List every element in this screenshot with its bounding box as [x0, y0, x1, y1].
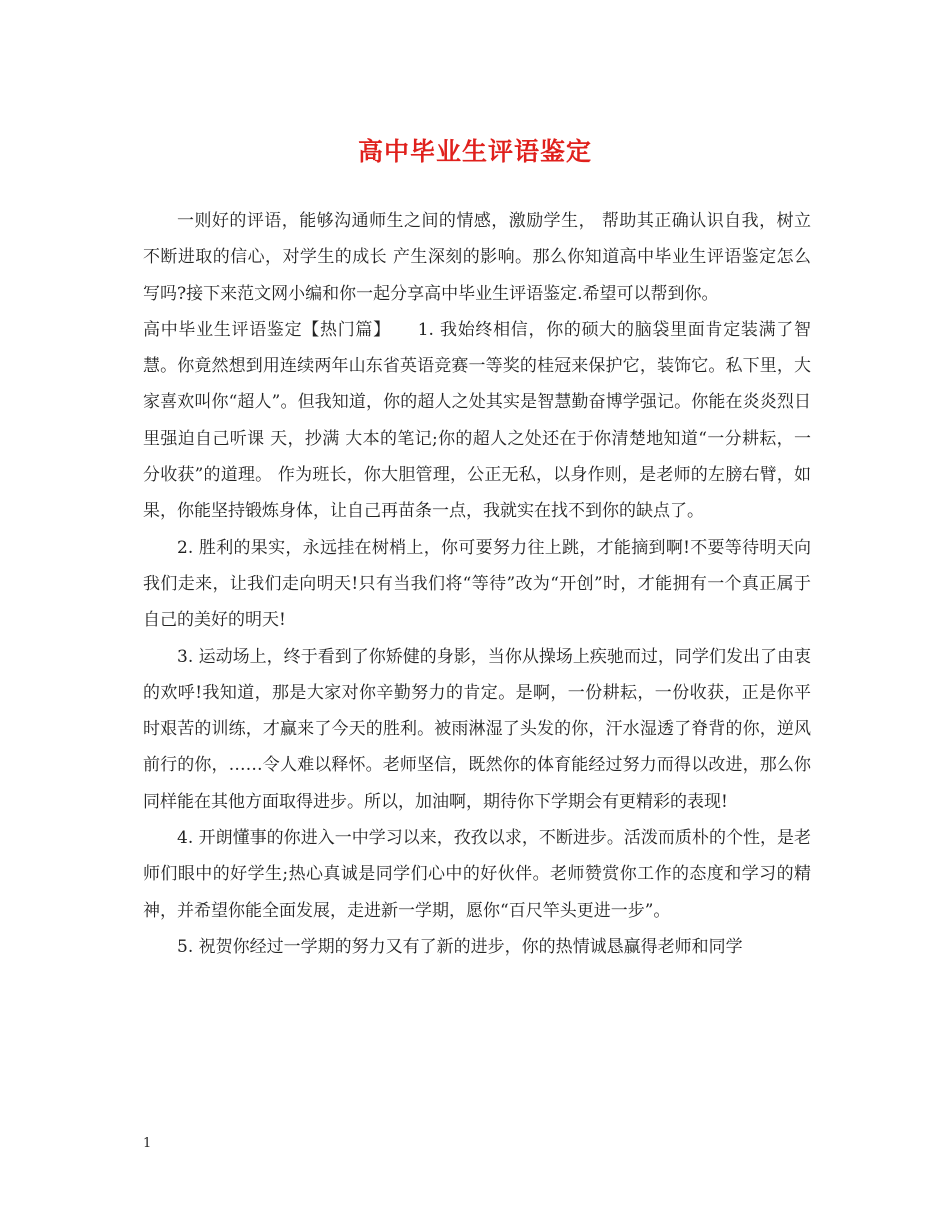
- document-body: [143, 203, 811, 965]
- section-paragraph-2: 2. 胜利的果实，永远挂在树梢上，你可要努力往上跳，才能摘到啊!不要等待明天向我们走来，让我们走向明天!只有当我们将“等待”改为“开创”时，才能拥有一个真正属于自己的美好的明天!: [143, 537, 811, 631]
- section-paragraph-4: 4. 开朗懂事的你进入一中学习以来，孜孜以求，不断进步。活泼而质朴的个性，是老师们眼中的好学生;热心真诚是同学们心中的好伙伴。老师赞赏你工作的态度和学习的精神，并希望你能全面发展，走进新一学期，愿你“百尺竿头更进一步”。: [143, 828, 811, 921]
- section-paragraph-5: 5. 祝贺你经过一学期的努力又有了新的进步，你的热情诚恳赢得老师和同学: [177, 936, 743, 957]
- document-title: 高中毕业生评语鉴定: [357, 137, 592, 166]
- page-number: 1: [143, 1136, 152, 1151]
- intro-paragraph: 一则好的评语，能够沟通师生之间的情感，激励学生， 帮助其正确认识自我，树立不断进取的信心，对学生的成长 产生深刻的影响。那么你知道高中毕业生评语鉴定怎么写吗?接下来范文网小编和你一起分享高中毕业生评语鉴定.希望可以帮到你。: [143, 211, 811, 304]
- section-paragraph-1: 高中毕业生评语鉴定【热门篇】 1. 我始终相信，你的硕大的脑袋里面肯定装满了智慧。你竟然想到用连续两年山东省英语竞赛一等奖的桂冠来保护它，装饰它。私下里，大家喜欢叫你“超人”。但我知道，你的超人之处其实是智慧勤奋博学强记。你能在炎炎烈日里强迫自己听课 天，抄满 大本的笔记;你的超人之处还在于你清楚地知道“一分耕耘，一分收获”的道理。 作为班长，你大胆管理，公正无私，以身作则，是老师的左膀右臂，如果，你能坚持锻炼身体，让自己再苗条一点，我就实在找不到你的缺点了。: [143, 319, 811, 522]
- section-paragraph-3: 3. 运动场上，终于看到了你矫健的身影，当你从操场上疾驰而过，同学们发出了由衷的欢呼!我知道，那是大家对你辛勤努力的肯定。是啊，一份耕耘，一份收获，正是你平时艰苦的训练，才赢来了今天的胜利。被雨淋湿了头发的你，汗水湿透了脊背的你，逆风前行的你，……令人难以释怀。老师坚信，既然你的体育能经过努力而得以改进，那么你同样能在其他方面取得进步。所以，加油啊，期待你下学期会有更精彩的表现!: [143, 646, 811, 812]
